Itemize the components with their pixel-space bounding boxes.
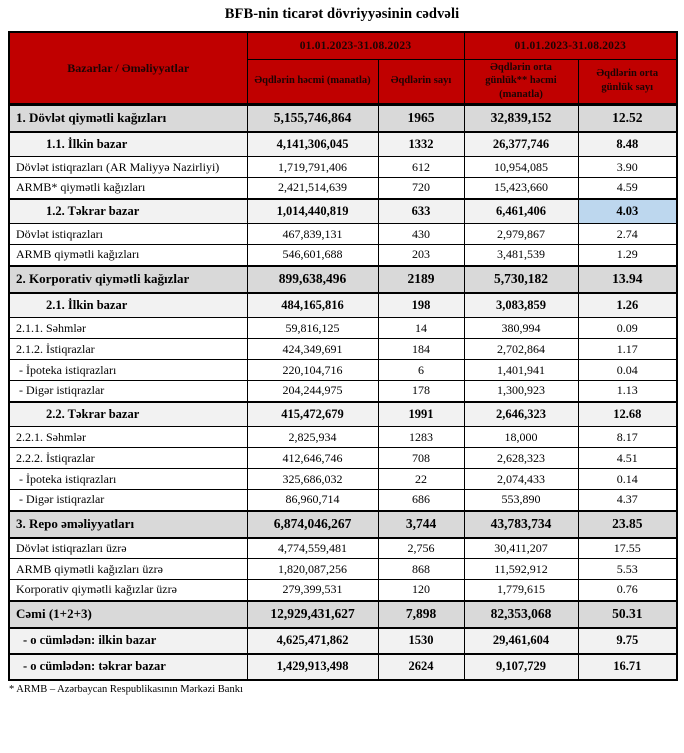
cell-avg-daily-volume: 18,000 xyxy=(464,427,578,448)
cell-avg-daily-volume: 1,779,615 xyxy=(464,580,578,601)
row-label: Korporativ qiymətli kağızlar üzrə xyxy=(9,580,247,601)
cell-avg-daily-count: 3.90 xyxy=(578,157,677,178)
cell-deal-count: 178 xyxy=(378,381,464,402)
cell-avg-daily-volume: 82,353,068 xyxy=(464,601,578,628)
cell-deal-count: 22 xyxy=(378,469,464,490)
cell-avg-daily-count: 12.68 xyxy=(578,402,677,427)
cell-deal-volume: 5,155,746,864 xyxy=(247,105,378,132)
table-row xyxy=(9,402,677,427)
cell-deal-volume: 279,399,531 xyxy=(247,580,378,601)
cell-avg-daily-volume: 6,461,406 xyxy=(464,199,578,224)
column-header-avg-daily-volume: Əqdlərin orta günlük** həcmi (manatla) xyxy=(464,59,578,105)
table-row xyxy=(9,339,677,360)
row-label: Dövlət istiqrazları xyxy=(9,224,247,245)
column-header-deal-count: Əqdlərin sayı xyxy=(378,59,464,105)
cell-deal-count: 868 xyxy=(378,559,464,580)
cell-avg-daily-volume: 2,628,323 xyxy=(464,448,578,469)
cell-avg-daily-volume: 2,702,864 xyxy=(464,339,578,360)
cell-deal-volume: 1,014,440,819 xyxy=(247,199,378,224)
cell-avg-daily-volume: 15,423,660 xyxy=(464,178,578,199)
table-row xyxy=(9,654,677,680)
cell-avg-daily-count: 4.59 xyxy=(578,178,677,199)
cell-deal-volume: 1,719,791,406 xyxy=(247,157,378,178)
cell-deal-count: 14 xyxy=(378,318,464,339)
cell-avg-daily-volume: 9,107,729 xyxy=(464,654,578,680)
cell-avg-daily-volume: 29,461,604 xyxy=(464,628,578,654)
cell-deal-count: 198 xyxy=(378,293,464,318)
row-label: - İpoteka istiqrazları xyxy=(9,360,247,381)
cell-deal-volume: 484,165,816 xyxy=(247,293,378,318)
row-label: 2.2.2. İstiqrazlar xyxy=(9,448,247,469)
cell-avg-daily-count: 1.29 xyxy=(578,245,677,266)
cell-deal-volume: 899,638,496 xyxy=(247,266,378,293)
cell-avg-daily-volume: 30,411,207 xyxy=(464,538,578,559)
cell-avg-daily-volume: 2,074,433 xyxy=(464,469,578,490)
row-label: ARMB qiymətli kağızları üzrə xyxy=(9,559,247,580)
column-header-avg-daily-count: Əqdlərin orta günlük sayı xyxy=(578,59,677,105)
cell-deal-volume: 2,421,514,639 xyxy=(247,178,378,199)
cell-avg-daily-volume: 1,300,923 xyxy=(464,381,578,402)
table-row xyxy=(9,628,677,654)
cell-deal-volume: 424,349,691 xyxy=(247,339,378,360)
table-row xyxy=(9,105,677,132)
cell-deal-volume: 4,774,559,481 xyxy=(247,538,378,559)
table-row xyxy=(9,469,677,490)
table-row xyxy=(9,318,677,339)
cell-deal-count: 1332 xyxy=(378,132,464,157)
row-label: 2.2.1. Səhmlər xyxy=(9,427,247,448)
cell-avg-daily-volume: 3,481,539 xyxy=(464,245,578,266)
row-label: 1. Dövlət qiymətli kağızları xyxy=(9,105,247,132)
row-label: Cəmi (1+2+3) xyxy=(9,601,247,628)
cell-deal-volume: 415,472,679 xyxy=(247,402,378,427)
table-row xyxy=(9,178,677,199)
row-label: - o cümlədən: təkrar bazar xyxy=(9,654,247,680)
cell-avg-daily-volume: 10,954,085 xyxy=(464,157,578,178)
cell-avg-daily-count: 12.52 xyxy=(578,105,677,132)
cell-deal-count: 686 xyxy=(378,490,464,511)
row-label: 2.1. İlkin bazar xyxy=(9,293,247,318)
row-label: Dövlət istiqrazları üzrə xyxy=(9,538,247,559)
page-title: BFB-nin ticarət dövriyyəsinin cədvəli xyxy=(224,6,460,22)
cell-deal-volume: 546,601,688 xyxy=(247,245,378,266)
row-label: - Digər istiqrazlar xyxy=(9,381,247,402)
cell-avg-daily-volume: 3,083,859 xyxy=(464,293,578,318)
cell-deal-count: 2,756 xyxy=(378,538,464,559)
table-row xyxy=(9,224,677,245)
cell-avg-daily-count: 8.17 xyxy=(578,427,677,448)
cell-deal-volume: 204,244,975 xyxy=(247,381,378,402)
cell-avg-daily-count: 8.48 xyxy=(578,132,677,157)
cell-deal-count: 120 xyxy=(378,580,464,601)
cell-avg-daily-count: 23.85 xyxy=(578,511,677,538)
table-row xyxy=(9,199,677,224)
cell-deal-count: 3,744 xyxy=(378,511,464,538)
cell-avg-daily-count: 16.71 xyxy=(578,654,677,680)
cell-avg-daily-count: 0.09 xyxy=(578,318,677,339)
row-label: - Digər istiqrazlar xyxy=(9,490,247,511)
table-row xyxy=(9,601,677,628)
row-label: - o cümlədən: ilkin bazar xyxy=(9,628,247,654)
cell-avg-daily-volume: 5,730,182 xyxy=(464,266,578,293)
cell-deal-volume: 59,816,125 xyxy=(247,318,378,339)
cell-avg-daily-count: 13.94 xyxy=(578,266,677,293)
header-period-row xyxy=(9,32,677,59)
table-row xyxy=(9,448,677,469)
cell-deal-volume: 412,646,746 xyxy=(247,448,378,469)
table-row xyxy=(9,381,677,402)
cell-deal-volume: 12,929,431,627 xyxy=(247,601,378,628)
table-row xyxy=(9,293,677,318)
cell-deal-count: 2189 xyxy=(378,266,464,293)
cell-deal-count: 184 xyxy=(378,339,464,360)
cell-avg-daily-count: 1.13 xyxy=(578,381,677,402)
row-label: Dövlət istiqrazları (AR Maliyyə Nazirliyi) xyxy=(9,157,247,178)
cell-deal-volume: 325,686,032 xyxy=(247,469,378,490)
row-label: 2.2. Təkrar bazar xyxy=(9,402,247,427)
footnote: * ARMB – Azərbaycan Respublikasının Mərkəzi Bankı xyxy=(9,683,243,695)
table-row xyxy=(9,490,677,511)
cell-deal-count: 720 xyxy=(378,178,464,199)
cell-avg-daily-count: 2.74 xyxy=(578,224,677,245)
cell-avg-daily-count: 1.26 xyxy=(578,293,677,318)
cell-avg-daily-volume: 1,401,941 xyxy=(464,360,578,381)
cell-avg-daily-count: 0.76 xyxy=(578,580,677,601)
table-row xyxy=(9,427,677,448)
row-label: 2.1.1. Səhmlər xyxy=(9,318,247,339)
table-row xyxy=(9,266,677,293)
table-row xyxy=(9,580,677,601)
row-label: 1.2. Təkrar bazar xyxy=(9,199,247,224)
cell-avg-daily-count: 0.14 xyxy=(578,469,677,490)
cell-deal-volume: 4,141,306,045 xyxy=(247,132,378,157)
row-label: 3. Repo əməliyyatları xyxy=(9,511,247,538)
cell-avg-daily-volume: 380,994 xyxy=(464,318,578,339)
cell-deal-volume: 2,825,934 xyxy=(247,427,378,448)
cell-deal-volume: 220,104,716 xyxy=(247,360,378,381)
row-label: ARMB* qiymətli kağızları xyxy=(9,178,247,199)
cell-avg-daily-count: 0.04 xyxy=(578,360,677,381)
cell-deal-count: 1530 xyxy=(378,628,464,654)
row-label: 2. Korporativ qiymətli kağızlar xyxy=(9,266,247,293)
column-header-markets-operations: Bazarlar / Əməliyyatlar xyxy=(9,32,247,105)
period-header-second: 01.01.2023-31.08.2023 xyxy=(464,32,677,59)
period-header-first: 01.01.2023-31.08.2023 xyxy=(247,32,464,59)
cell-avg-daily-count: 5.53 xyxy=(578,559,677,580)
table-row xyxy=(9,132,677,157)
cell-avg-daily-count: 17.55 xyxy=(578,538,677,559)
table-row xyxy=(9,538,677,559)
row-label: ARMB qiymətli kağızları xyxy=(9,245,247,266)
cell-deal-count: 708 xyxy=(378,448,464,469)
cell-deal-count: 1965 xyxy=(378,105,464,132)
cell-avg-daily-count: 50.31 xyxy=(578,601,677,628)
cell-deal-count: 430 xyxy=(378,224,464,245)
turnover-table xyxy=(8,31,678,681)
cell-deal-volume: 1,820,087,256 xyxy=(247,559,378,580)
cell-avg-daily-volume: 11,592,912 xyxy=(464,559,578,580)
row-label: 2.1.2. İstiqrazlar xyxy=(9,339,247,360)
table-header xyxy=(9,32,677,105)
row-label: - İpoteka istiqrazları xyxy=(9,469,247,490)
cell-avg-daily-count: 4.51 xyxy=(578,448,677,469)
table-body xyxy=(9,105,677,680)
cell-deal-volume: 467,839,131 xyxy=(247,224,378,245)
cell-deal-count: 203 xyxy=(378,245,464,266)
cell-deal-volume: 6,874,046,267 xyxy=(247,511,378,538)
table-row xyxy=(9,157,677,178)
cell-deal-count: 7,898 xyxy=(378,601,464,628)
cell-deal-count: 612 xyxy=(378,157,464,178)
cell-deal-count: 1283 xyxy=(378,427,464,448)
cell-avg-daily-count: 4.03 xyxy=(578,199,677,224)
cell-deal-volume: 86,960,714 xyxy=(247,490,378,511)
table-row xyxy=(9,245,677,266)
cell-avg-daily-count: 9.75 xyxy=(578,628,677,654)
cell-deal-volume: 1,429,913,498 xyxy=(247,654,378,680)
cell-avg-daily-volume: 2,646,323 xyxy=(464,402,578,427)
table-row xyxy=(9,360,677,381)
cell-avg-daily-volume: 43,783,734 xyxy=(464,511,578,538)
cell-deal-count: 2624 xyxy=(378,654,464,680)
cell-deal-count: 6 xyxy=(378,360,464,381)
cell-avg-daily-volume: 26,377,746 xyxy=(464,132,578,157)
cell-deal-count: 1991 xyxy=(378,402,464,427)
table-row xyxy=(9,511,677,538)
cell-avg-daily-count: 4.37 xyxy=(578,490,677,511)
cell-deal-count: 633 xyxy=(378,199,464,224)
column-header-deal-volume: Əqdlərin həcmi (manatla) xyxy=(247,59,378,105)
cell-avg-daily-volume: 553,890 xyxy=(464,490,578,511)
table-row xyxy=(9,559,677,580)
cell-deal-volume: 4,625,471,862 xyxy=(247,628,378,654)
row-label: 1.1. İlkin bazar xyxy=(9,132,247,157)
cell-avg-daily-volume: 2,979,867 xyxy=(464,224,578,245)
cell-avg-daily-count: 1.17 xyxy=(578,339,677,360)
cell-avg-daily-volume: 32,839,152 xyxy=(464,105,578,132)
